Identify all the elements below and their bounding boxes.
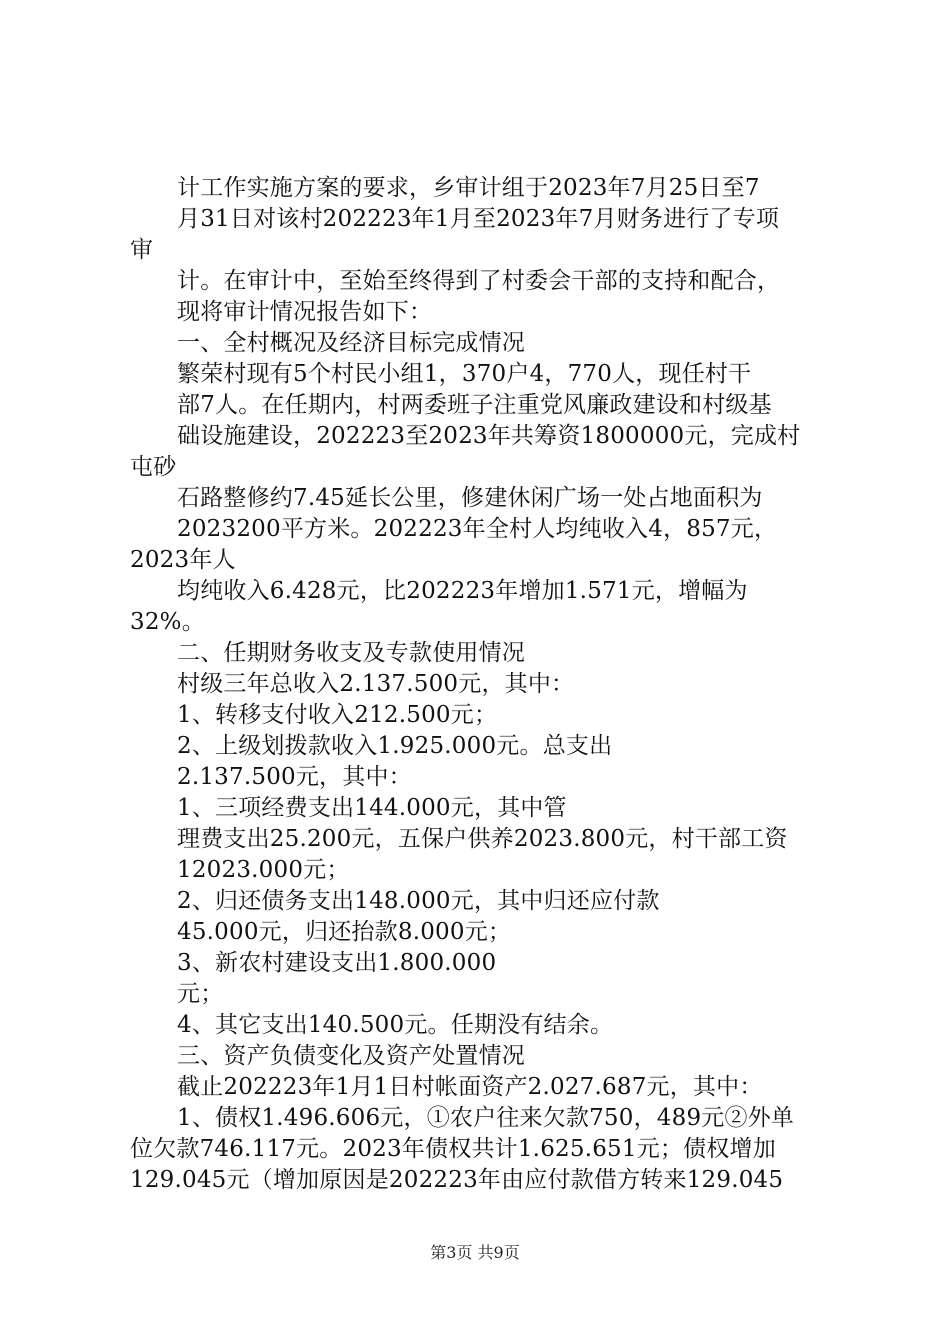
text-line: 1、债权1.496.606元，①农户往来欠款750，489元②外单 — [177, 1105, 795, 1131]
text-line: 部7人。在任期内，村两委班子注重党风廉政建设和村级基 — [177, 392, 772, 418]
text-line: 村级三年总收入2.137.500元，其中： — [177, 671, 575, 697]
text-line: 2023年人 — [130, 547, 236, 573]
text-line: 审 — [130, 237, 154, 263]
text-line: 1、三项经费支出144.000元，其中管 — [177, 795, 567, 821]
text-line: 计。在审计中，至始至终得到了村委会干部的支持和配合， — [177, 268, 781, 294]
text-line: 截止202223年1月1日村帐面资产2.027.687元，其中： — [177, 1074, 763, 1100]
text-line: 现将审计情况报告如下： — [177, 299, 433, 325]
text-line: 12023.000元； — [177, 857, 350, 883]
text-line: 石路整修约7.45延长公里，修建休闲广场一处占地面积为 — [177, 485, 763, 511]
document-body — [130, 173, 850, 1196]
text-line: 4、其它支出140.500元。任期没有结余。 — [177, 1012, 614, 1038]
text-line: 繁荣村现有5个村民小组1，370户4，770人，现任村干 — [177, 361, 752, 387]
text-line: 月31日对该村202223年1月至2023年7月财务进行了专项 — [177, 206, 780, 232]
text-line: 屯砂 — [130, 454, 177, 480]
text-line: 2.137.500元，其中： — [177, 764, 412, 790]
text-line: 计工作实施方案的要求，乡审计组于2023年7月25日至7 — [177, 175, 760, 201]
text-line: 位欠款746.117元。2023年债权共计1.625.651元；债权增加 — [130, 1136, 776, 1162]
text-line: 2、归还债务支出148.000元，其中归还应付款 — [177, 888, 660, 914]
text-line: 三、资产负债变化及资产处置情况 — [177, 1043, 525, 1069]
text-line: 32%。 — [130, 609, 205, 635]
text-line: 2、上级划拨款收入1.925.000元。总支出 — [177, 733, 613, 759]
text-line: 均纯收入6.428元，比202223年增加1.571元，增幅为 — [177, 578, 748, 604]
text-line: 45.000元，归还抬款8.000元； — [177, 919, 512, 945]
text-line: 129.045元（增加原因是202223年由应付款借方转来129.045 — [130, 1167, 784, 1193]
text-line: 2023200平方米。202223年全村人均纯收入4，857元， — [177, 516, 778, 542]
text-line: 元； — [177, 981, 224, 1007]
text-line: 础设施建设，202223至2023年共筹资1800000元，完成村 — [177, 423, 801, 449]
page-footer: 第3页 共9页 — [430, 1243, 520, 1262]
text-line: 1、转移支付收入212.500元； — [177, 702, 498, 728]
text-line: 3、新农村建设支出1.800.000 — [177, 950, 497, 976]
text-line: 一、全村概况及经济目标完成情况 — [177, 330, 525, 356]
text-line: 二、任期财务收支及专款使用情况 — [177, 640, 525, 666]
text-line: 理费支出25.200元，五保户供养2023.800元，村干部工资 — [177, 826, 788, 852]
